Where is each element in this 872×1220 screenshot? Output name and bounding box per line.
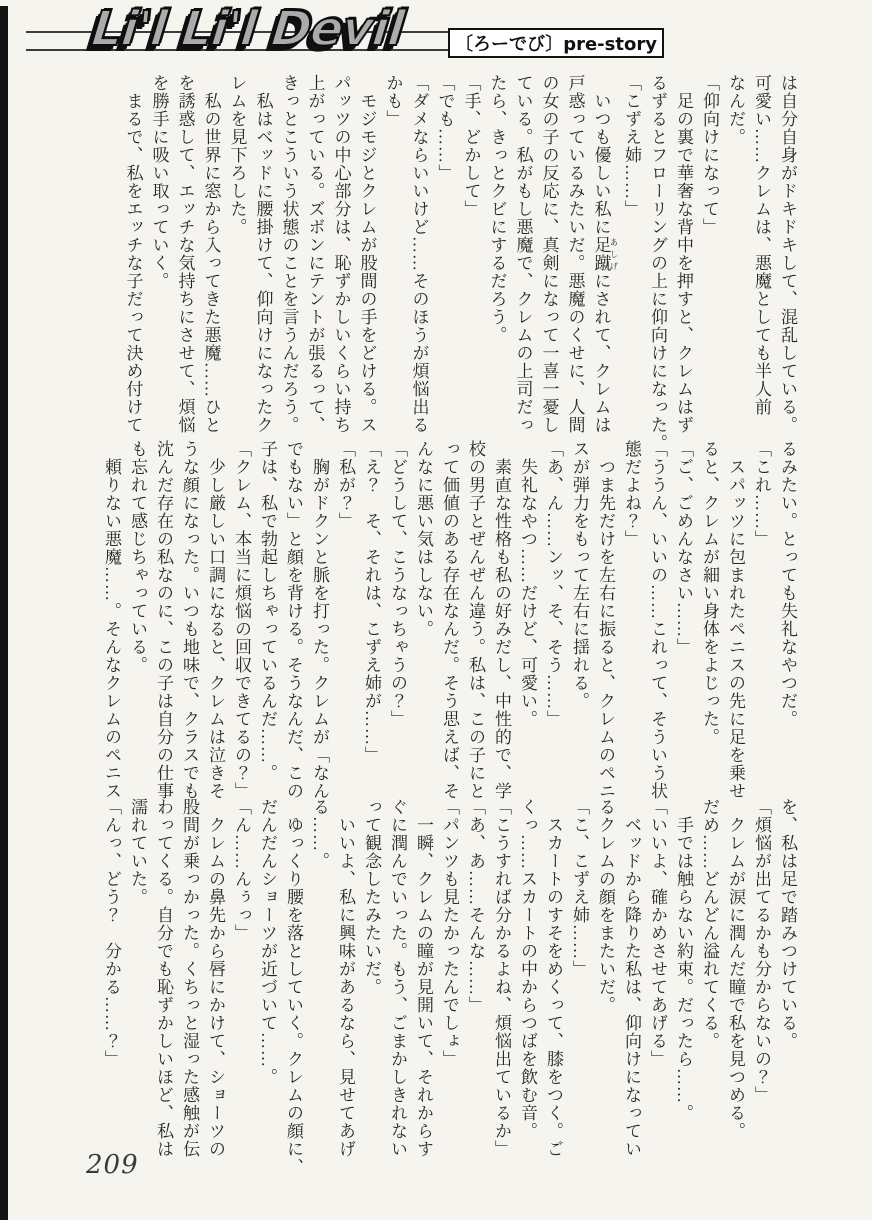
text-line: 「こずえ姉……」 [622, 74, 641, 218]
text-line: の女の子の反応に、真剣になって一喜一憂し [539, 74, 559, 434]
text-line: 戸惑っているみたいだ。悪魔のくせに、人間 [565, 74, 585, 434]
text-line: 「パンツも見たかったんでしょ」 [440, 798, 459, 1068]
text-line: 「でも……」 [435, 74, 455, 182]
text-line: 「こうすれば分かるよね、煩悩出ているか」 [492, 798, 511, 1158]
text-line: ている。私がもし悪魔で、クレムの上司だっ [513, 74, 533, 434]
text-line: 「あ、ん……ンッ、そ、そう……」 [544, 440, 563, 728]
text-line: 濡れていた。 [128, 798, 147, 906]
text-band-middle [98, 440, 800, 800]
text-line: 校の男子とぜんぜん違う。私は、この子にと [466, 440, 485, 800]
text-line: 胸がドクンと脈を打った。クレムが「なん [310, 440, 329, 800]
text-line: 「どうして、こうなっちゃうの？」 [388, 440, 407, 728]
text-line: まるで、私をエッチな子だって決め付けて [123, 74, 143, 434]
text-line: 「ん……んぅっ」 [232, 798, 251, 942]
text-line: うな顔になった。いつも地味で、クラスでも [180, 440, 199, 800]
text-line: だめ……どんどん溢れてくる。 [700, 798, 719, 1050]
text-line: 「あ、あ……そんな……」 [466, 798, 485, 1014]
text-line: 「いいよ、確かめさせてあげる」 [648, 798, 667, 1068]
text-line: るずるとフローリングの上に仰向けになった。 [648, 74, 667, 452]
text-line: るクレムの顔をまたいだ。 [596, 798, 615, 1014]
text-line: 可愛い……クレムは、悪魔としても半人前 [752, 74, 771, 416]
text-band-top [120, 74, 801, 452]
text-line: 「これ……」 [752, 440, 771, 548]
text-line: きっとこういう状態のことを言うんだろう。 [279, 74, 299, 434]
text-line: わってくる。自分でも恥ずかしいほど、私は [154, 798, 173, 1158]
text-line: だんだんショーツが近づいて……。 [258, 798, 277, 1086]
text-line: 「ご、ごめんなさい……」 [674, 440, 693, 656]
text-line: を勝手に吸い取っていく。 [149, 74, 169, 290]
text-line: 「ううん、いいの……これって、そういう状 [648, 440, 667, 800]
text-line: んなに悪い気はしない。 [414, 440, 433, 638]
text-line: スパッツに包まれたペニスの先に足を乗せ [726, 440, 745, 800]
text-line: 私はベッドに腰掛けて、仰向けになったク [253, 74, 273, 434]
text-line: 「え？ そ、それは、こずえ姉が……」 [362, 440, 381, 764]
text-line: レムを見下ろした。 [227, 74, 247, 236]
text-line: ゆっくり腰を落としていく。クレムの顔に、 [284, 798, 303, 1176]
text-line: 「こ、こずえ姉……」 [570, 798, 589, 978]
text-line: いいよ、私に興味があるなら、見せてあげ [336, 798, 355, 1158]
page-number: 209 [86, 1150, 139, 1180]
text-line: クレムが涙に潤んだ瞳で私を見つめる。 [726, 798, 745, 1140]
text-line: 素直な性格も私の好みだし、中性的で、学 [492, 440, 511, 800]
text-line: は自分自身がドキドキして、混乱している。 [778, 74, 797, 434]
text-line: 「ダメならいいけど……そのほうが煩悩出る [409, 74, 429, 434]
text-line: パッツの中心部分は、恥ずかしいくらい持ち [331, 74, 351, 434]
text-line: って観念したみたいだ。 [362, 798, 381, 996]
text-line: 私の世界に窓から入ってきた悪魔……ひと [201, 74, 221, 434]
text-line: 股間が乗っかった。くちっと湿った感触が伝 [180, 798, 199, 1158]
text-line: 態だよね？」 [622, 440, 641, 548]
text-line: 「私が？」 [336, 440, 355, 530]
text-line: る……。 [310, 798, 329, 870]
text-line: 「仰向けになって」 [700, 74, 719, 236]
text-line: モジモジとクレムが股間の手をどける。ス [357, 74, 377, 434]
text-line: 少し厳しい口調になると、クレムは泣きそ [206, 440, 225, 800]
text-line: ぐに潤んでいった。もう、ごまかしきれない [388, 798, 407, 1158]
series-logo: Li'l Li'l Devil [89, 1, 407, 57]
text-line: 「クレム、本当に煩悩の回収できてるの？」 [232, 440, 251, 800]
text-line: スカートのすそをめくって、膝をつく。ご [544, 798, 563, 1158]
text-line: るみたい。とっても失礼なやつだ。 [778, 440, 797, 728]
text-line: 「んっ、どう？ 分かる……？」 [102, 798, 121, 1068]
text-line: 上がっている。ズボンにテントが張るって、 [305, 74, 325, 434]
text-line: つま先だけを左右に振ると、クレムのペニ [596, 440, 615, 800]
text-line: スが弾力をもって左右に揺れる。 [570, 440, 589, 710]
subtitle-text: 〔ろーでび〕pre-story [455, 34, 657, 55]
text-line: を誘惑して、エッチな気持ちにさせて、煩悩 [175, 74, 195, 434]
text-line: くっ……スカートの中からつばを飲む音。 [518, 798, 537, 1140]
text-line: 足の裏で華奢な背中を押すと、クレムはず [674, 74, 693, 434]
text-line: 失礼なやつ……だけど、可愛い。 [518, 440, 537, 728]
text-line: 手では触らない約束。だったら……。 [674, 798, 693, 1122]
text-line: 沈んだ存在の私なのに、この子は自分の仕事 [154, 440, 173, 800]
text-line: クレムの鼻先から唇にかけて、ショーツの [206, 798, 225, 1158]
text-line: ると、クレムが細い身体をよじった。 [700, 440, 719, 746]
subtitle-box [448, 28, 664, 58]
text-line: 子は、私で勃起しちゃっているんだ……。 [258, 440, 277, 782]
text-line: いつも優しい私に足蹴 あしげにされて、クレムは [591, 74, 619, 434]
text-line: を、私は足で踏みつけている。 [778, 798, 797, 1050]
text-line: って価値のある存在なんだ。そう思えば、そ [440, 440, 459, 800]
text-line: 「煩悩が出てるかも分からないの？」 [752, 798, 771, 1104]
text-line: も忘れて感じちゃっている。 [128, 440, 147, 674]
scan-edge [0, 6, 8, 1220]
text-line: かも」 [383, 74, 403, 128]
text-line: 一瞬、クレムの瞳が見開いて、それからす [414, 798, 433, 1158]
page-header [0, 0, 872, 70]
text-line: 頼りない悪魔……。そんなクレムのペニス [102, 440, 121, 800]
text-line: でもない」と顔を背ける。そうなんだ、この [284, 440, 303, 800]
text-line: ベッドから降りた私は、仰向けになってい [622, 798, 641, 1158]
text-line: なんだ。 [726, 74, 745, 146]
text-line: たら、きっとクビにするだろう。 [487, 74, 507, 344]
text-line: 「手、どかして」 [461, 74, 481, 218]
